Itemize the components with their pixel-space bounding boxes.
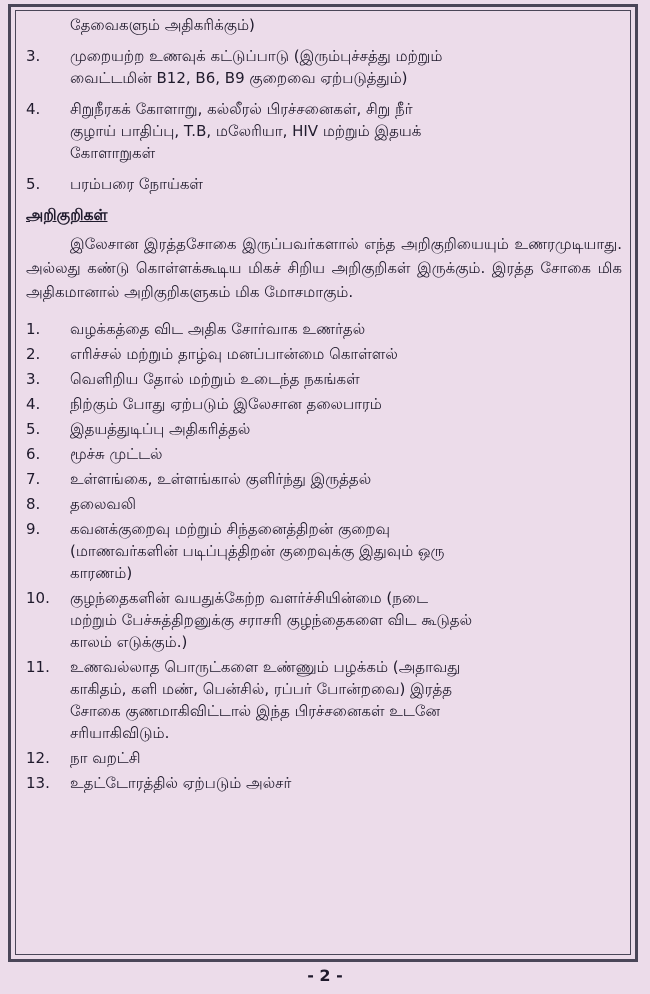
list-item <box>26 493 622 515</box>
list-item <box>26 772 622 794</box>
list-item-number: 3. <box>26 370 41 388</box>
list-item-text <box>70 656 622 744</box>
list-item-text <box>70 587 622 653</box>
list-item-text <box>70 518 622 584</box>
list-item-number: 1. <box>26 320 41 338</box>
list-item-line: சரியாகிவிடும். <box>70 724 170 742</box>
list-item-text <box>70 343 622 365</box>
list-item-number: 4. <box>26 395 41 413</box>
list-item-line: தலைவலி <box>70 495 137 513</box>
list-item <box>26 518 622 584</box>
list-item-line: சிறுநீரகக் கோளாறு, கல்லீரல் பிரச்சனைகள், சிறு நீர் <box>70 100 413 118</box>
list-item-line: வழக்கத்தை விட அதிக சோர்வாக உணர்தல் <box>70 320 366 338</box>
list-item-number: 7. <box>26 470 41 488</box>
list-item <box>26 393 622 415</box>
list-item-text <box>70 747 622 769</box>
list-item-text <box>70 772 622 794</box>
list-item <box>26 656 622 744</box>
list-item <box>26 343 622 365</box>
list-item-line: நிற்கும் போது ஏற்படும் இலேசான தலைபாரம் <box>70 395 382 413</box>
list-item <box>26 747 622 769</box>
symptoms-intro-paragraph: இலேசான இரத்தசோகை இருப்பவர்களால் எந்த அறிகுறியையும் உணரமுடியாது. அல்லது கண்டு கொள்ளக்கூடிய மிகச் சிறிய அறிகுறிகள் இருக்கும். இரத்த சோகை மிக அதிகமானால் அறிகுறிகளுகம் மிக மோசமாகும். <box>26 235 622 301</box>
list-item-line: பரம்பரை நோய்கள் <box>70 175 203 193</box>
list-item-line: வெளிறிய தோல் மற்றும் உடைந்த நகங்கள் <box>70 370 360 388</box>
list-item-line: கவனக்குறைவு மற்றும் சிந்தனைத்திறன் குறைவு <box>70 520 390 538</box>
list-item-number: 11. <box>26 658 50 676</box>
list-item-line: இதயத்துடிப்பு அதிகரித்தல் <box>70 420 251 438</box>
list-item-text <box>70 98 622 164</box>
list-item-line: குழாய் பாதிப்பு, T.B, மலேரியா, HIV மற்றும் இதயக் <box>70 122 422 140</box>
list-item-line: கோளாறுகள் <box>70 144 156 162</box>
list-item <box>26 45 622 89</box>
list-item <box>26 98 622 164</box>
list-item-text <box>70 318 622 340</box>
list-item-text <box>70 493 622 515</box>
list-item-text <box>70 173 622 195</box>
list-item <box>26 443 622 465</box>
list-item-line: மூச்சு முட்டல் <box>70 445 163 463</box>
list-item-text <box>70 468 622 490</box>
list-item-text <box>70 393 622 415</box>
symptoms-heading: அறிகுறிகள் <box>26 206 108 224</box>
list-item-number: 2. <box>26 345 41 363</box>
list-item-line: நா வறட்சி <box>70 749 141 767</box>
list-item-line: காலம் எடுக்கும்.) <box>70 633 188 651</box>
list-item-number: 4. <box>26 100 41 118</box>
list-item-line: எரிச்சல் மற்றும் தாழ்வு மனப்பான்மை கொள்ளல் <box>70 345 398 363</box>
list-item <box>26 587 622 653</box>
list-item-number: 13. <box>26 774 50 792</box>
list-item-line: உதட்டோரத்தில் ஏற்படும் அல்சர் <box>70 774 292 792</box>
list-item <box>26 318 622 340</box>
list-item-line: உணவல்லாத பொருட்களை உண்ணும் பழக்கம் (அதாவது <box>70 658 461 676</box>
list-item-line: காகிதம், களி மண், பென்சில், ரப்பர் போன்றவை) இரத்த <box>70 680 452 698</box>
list-item-number: 6. <box>26 445 41 463</box>
list-item-line: குழந்தைகளின் வயதுக்கேற்ற வளர்ச்சியின்மை (நடை <box>70 589 429 607</box>
list-item-text <box>70 418 622 440</box>
list-item-line: (மாணவர்களின் படிப்புத்திறன் குறைவுக்கு இதுவும் ஒரு <box>70 542 445 560</box>
list-item <box>26 418 622 440</box>
list-item-line: காரணம்) <box>70 564 133 582</box>
page-number: - 2 - <box>307 966 343 985</box>
list-item-number: 12. <box>26 749 50 767</box>
list-item-line: சோகை குணமாகிவிட்டால் இந்த பிரச்சனைகள் உடனே <box>70 702 441 720</box>
list-item-text <box>70 45 622 89</box>
list-item-number: 8. <box>26 495 41 513</box>
list-item-number: 3. <box>26 47 41 65</box>
list-item-line: உள்ளங்கை, உள்ளங்கால் குளிர்ந்து இருத்தல் <box>70 470 372 488</box>
list-item-line: மற்றும் பேச்சுத்திறனுக்கு சராசரி குழந்தைகளை விட கூடுதல் <box>70 611 473 629</box>
list-item-text <box>70 443 622 465</box>
list-item-number: 9. <box>26 520 41 538</box>
list-item <box>26 468 622 490</box>
list-item <box>26 368 622 390</box>
document-body <box>26 14 622 797</box>
continued-line: தேவைகளும் அதிகரிக்கும்) <box>70 16 255 34</box>
list-item <box>26 173 622 195</box>
list-item-text <box>70 368 622 390</box>
list-item-line: வைட்டமின் B12, B6, B9 குறைவை ஏற்படுத்தும்) <box>70 69 408 87</box>
list-item-number: 5. <box>26 175 41 193</box>
causes-list <box>26 45 622 195</box>
list-item-line: முறையற்ற உணவுக் கட்டுப்பாடு (இரும்புச்சத்து மற்றும் <box>70 47 443 65</box>
symptoms-list <box>26 318 622 794</box>
list-item-number: 10. <box>26 589 50 607</box>
list-item-number: 5. <box>26 420 41 438</box>
